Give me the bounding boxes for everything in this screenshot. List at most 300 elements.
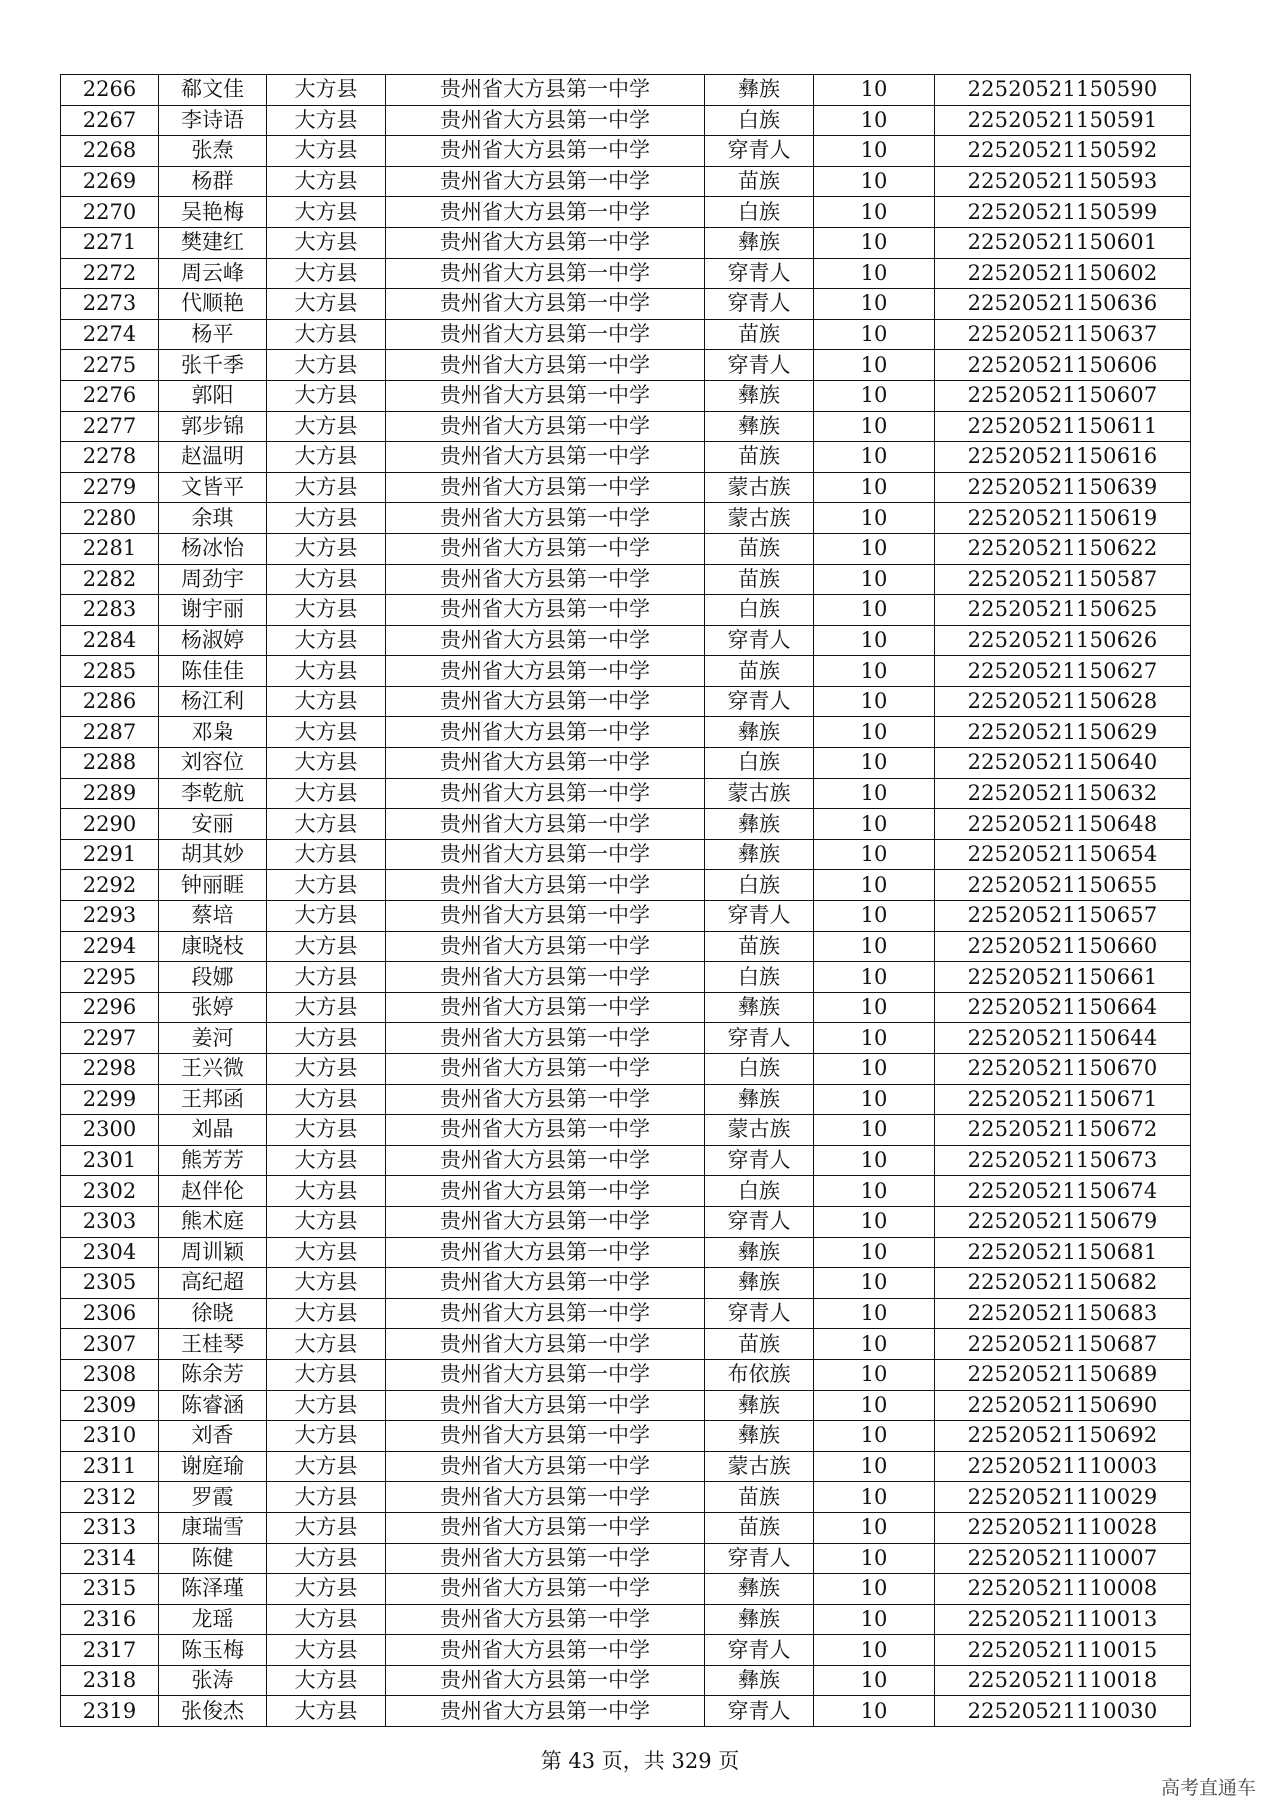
school-cell: 贵州省大方县第一中学 xyxy=(386,717,705,748)
county-cell: 大方县 xyxy=(267,105,386,136)
school-cell: 贵州省大方县第一中学 xyxy=(386,962,705,993)
ethnicity-cell: 彝族 xyxy=(705,1237,814,1268)
row-number-cell: 2278 xyxy=(61,442,159,473)
ethnicity-cell: 彝族 xyxy=(705,1574,814,1605)
ethnicity-cell: 穿青人 xyxy=(705,1696,814,1727)
row-number-cell: 2276 xyxy=(61,380,159,411)
registration-number-cell: 22520521150622 xyxy=(935,533,1191,564)
ethnicity-cell: 彝族 xyxy=(705,1268,814,1299)
school-cell: 贵州省大方县第一中学 xyxy=(386,1635,705,1666)
table-row xyxy=(61,992,1191,1023)
school-cell: 贵州省大方县第一中学 xyxy=(386,931,705,962)
school-cell: 贵州省大方县第一中学 xyxy=(386,1359,705,1390)
student-name-cell: 张婷 xyxy=(159,992,267,1023)
ethnicity-cell: 白族 xyxy=(705,197,814,228)
ethnicity-cell: 蒙古族 xyxy=(705,472,814,503)
ethnicity-cell: 彝族 xyxy=(705,1665,814,1696)
page-number-footer: 第 43 页，共 329 页 xyxy=(540,1749,740,1773)
county-cell: 大方县 xyxy=(267,197,386,228)
student-name-cell: 王桂琴 xyxy=(159,1329,267,1360)
student-name-cell: 蔡培 xyxy=(159,901,267,932)
student-name-cell: 郭阳 xyxy=(159,380,267,411)
school-cell: 贵州省大方县第一中学 xyxy=(386,1176,705,1207)
school-cell: 贵州省大方县第一中学 xyxy=(386,1115,705,1146)
ethnicity-cell: 白族 xyxy=(705,870,814,901)
student-name-cell: 王邦函 xyxy=(159,1084,267,1115)
registration-number-cell: 22520521150602 xyxy=(935,258,1191,289)
score-cell: 10 xyxy=(814,1390,935,1421)
table-row xyxy=(61,595,1191,626)
score-cell: 10 xyxy=(814,595,935,626)
table-row xyxy=(61,809,1191,840)
school-cell: 贵州省大方县第一中学 xyxy=(386,350,705,381)
row-number-cell: 2266 xyxy=(61,75,159,106)
student-name-cell: 刘容位 xyxy=(159,748,267,779)
row-number-cell: 2285 xyxy=(61,656,159,687)
school-cell: 贵州省大方县第一中学 xyxy=(386,625,705,656)
registration-number-cell: 22520521150674 xyxy=(935,1176,1191,1207)
table-row xyxy=(61,1298,1191,1329)
student-name-cell: 张焘 xyxy=(159,136,267,167)
row-number-cell: 2301 xyxy=(61,1145,159,1176)
ethnicity-cell: 苗族 xyxy=(705,166,814,197)
score-cell: 10 xyxy=(814,870,935,901)
score-cell: 10 xyxy=(814,656,935,687)
student-name-cell: 罗霞 xyxy=(159,1482,267,1513)
table-row xyxy=(61,1543,1191,1574)
county-cell: 大方县 xyxy=(267,1696,386,1727)
table-row xyxy=(61,1574,1191,1605)
row-number-cell: 2291 xyxy=(61,839,159,870)
registration-number-cell: 22520521150625 xyxy=(935,595,1191,626)
ethnicity-cell: 穿青人 xyxy=(705,901,814,932)
row-number-cell: 2292 xyxy=(61,870,159,901)
row-number-cell: 2300 xyxy=(61,1115,159,1146)
table-row xyxy=(61,1451,1191,1482)
county-cell: 大方县 xyxy=(267,1054,386,1085)
row-number-cell: 2309 xyxy=(61,1390,159,1421)
registration-number-cell: 22520521110008 xyxy=(935,1574,1191,1605)
table-row xyxy=(61,75,1191,106)
row-number-cell: 2304 xyxy=(61,1237,159,1268)
ethnicity-cell: 蒙古族 xyxy=(705,1115,814,1146)
ethnicity-cell: 苗族 xyxy=(705,1482,814,1513)
row-number-cell: 2307 xyxy=(61,1329,159,1360)
registration-number-cell: 22520521150593 xyxy=(935,166,1191,197)
row-number-cell: 2286 xyxy=(61,686,159,717)
student-name-cell: 刘晶 xyxy=(159,1115,267,1146)
score-cell: 10 xyxy=(814,717,935,748)
ethnicity-cell: 穿青人 xyxy=(705,258,814,289)
student-name-cell: 康晓枝 xyxy=(159,931,267,962)
table-row xyxy=(61,1665,1191,1696)
student-name-cell: 陈泽瑾 xyxy=(159,1574,267,1605)
ethnicity-cell: 苗族 xyxy=(705,564,814,595)
registration-number-cell: 22520521150692 xyxy=(935,1421,1191,1452)
school-cell: 贵州省大方县第一中学 xyxy=(386,136,705,167)
table-row xyxy=(61,105,1191,136)
row-number-cell: 2303 xyxy=(61,1206,159,1237)
table-row xyxy=(61,778,1191,809)
row-number-cell: 2306 xyxy=(61,1298,159,1329)
school-cell: 贵州省大方县第一中学 xyxy=(386,778,705,809)
registration-number-cell: 22520521150640 xyxy=(935,748,1191,779)
ethnicity-cell: 苗族 xyxy=(705,931,814,962)
row-number-cell: 2283 xyxy=(61,595,159,626)
row-number-cell: 2289 xyxy=(61,778,159,809)
row-number-cell: 2319 xyxy=(61,1696,159,1727)
county-cell: 大方县 xyxy=(267,1665,386,1696)
registration-number-cell: 22520521150682 xyxy=(935,1268,1191,1299)
school-cell: 贵州省大方县第一中学 xyxy=(386,1543,705,1574)
table-row xyxy=(61,472,1191,503)
table-row xyxy=(61,656,1191,687)
school-cell: 贵州省大方县第一中学 xyxy=(386,1298,705,1329)
table-row xyxy=(61,258,1191,289)
county-cell: 大方县 xyxy=(267,1421,386,1452)
row-number-cell: 2271 xyxy=(61,227,159,258)
county-cell: 大方县 xyxy=(267,1604,386,1635)
school-cell: 贵州省大方县第一中学 xyxy=(386,1329,705,1360)
school-cell: 贵州省大方县第一中学 xyxy=(386,1512,705,1543)
registration-number-cell: 22520521150664 xyxy=(935,992,1191,1023)
registration-number-cell: 22520521150672 xyxy=(935,1115,1191,1146)
county-cell: 大方县 xyxy=(267,442,386,473)
table-row xyxy=(61,1604,1191,1635)
score-cell: 10 xyxy=(814,1054,935,1085)
row-number-cell: 2280 xyxy=(61,503,159,534)
table-row xyxy=(61,289,1191,320)
county-cell: 大方县 xyxy=(267,1512,386,1543)
county-cell: 大方县 xyxy=(267,1390,386,1421)
row-number-cell: 2295 xyxy=(61,962,159,993)
table-row xyxy=(61,1268,1191,1299)
registration-number-cell: 22520521150671 xyxy=(935,1084,1191,1115)
county-cell: 大方县 xyxy=(267,686,386,717)
county-cell: 大方县 xyxy=(267,1237,386,1268)
county-cell: 大方县 xyxy=(267,1206,386,1237)
ethnicity-cell: 穿青人 xyxy=(705,289,814,320)
ethnicity-cell: 苗族 xyxy=(705,1329,814,1360)
school-cell: 贵州省大方县第一中学 xyxy=(386,1145,705,1176)
school-cell: 贵州省大方县第一中学 xyxy=(386,442,705,473)
row-number-cell: 2305 xyxy=(61,1268,159,1299)
row-number-cell: 2310 xyxy=(61,1421,159,1452)
row-number-cell: 2316 xyxy=(61,1604,159,1635)
registration-number-cell: 22520521150592 xyxy=(935,136,1191,167)
county-cell: 大方县 xyxy=(267,962,386,993)
score-cell: 10 xyxy=(814,136,935,167)
county-cell: 大方县 xyxy=(267,656,386,687)
row-number-cell: 2272 xyxy=(61,258,159,289)
school-cell: 贵州省大方县第一中学 xyxy=(386,197,705,228)
table-row xyxy=(61,1512,1191,1543)
ethnicity-cell: 蒙古族 xyxy=(705,1451,814,1482)
table-row xyxy=(61,1696,1191,1727)
registration-number-cell: 22520521150657 xyxy=(935,901,1191,932)
registration-number-cell: 22520521150601 xyxy=(935,227,1191,258)
student-name-cell: 赵伴伦 xyxy=(159,1176,267,1207)
registration-number-cell: 22520521150679 xyxy=(935,1206,1191,1237)
registration-number-cell: 22520521110003 xyxy=(935,1451,1191,1482)
score-cell: 10 xyxy=(814,472,935,503)
county-cell: 大方县 xyxy=(267,992,386,1023)
row-number-cell: 2317 xyxy=(61,1635,159,1666)
score-cell: 10 xyxy=(814,380,935,411)
table-row xyxy=(61,1329,1191,1360)
score-cell: 10 xyxy=(814,839,935,870)
school-cell: 贵州省大方县第一中学 xyxy=(386,1665,705,1696)
table-row xyxy=(61,870,1191,901)
registration-number-cell: 22520521150690 xyxy=(935,1390,1191,1421)
school-cell: 贵州省大方县第一中学 xyxy=(386,809,705,840)
ethnicity-cell: 彝族 xyxy=(705,717,814,748)
county-cell: 大方县 xyxy=(267,411,386,442)
score-cell: 10 xyxy=(814,258,935,289)
school-cell: 贵州省大方县第一中学 xyxy=(386,1482,705,1513)
ethnicity-cell: 穿青人 xyxy=(705,1206,814,1237)
registration-number-cell: 22520521150629 xyxy=(935,717,1191,748)
student-name-cell: 代顺艳 xyxy=(159,289,267,320)
student-name-cell: 陈睿涵 xyxy=(159,1390,267,1421)
school-cell: 贵州省大方县第一中学 xyxy=(386,992,705,1023)
score-cell: 10 xyxy=(814,1421,935,1452)
county-cell: 大方县 xyxy=(267,748,386,779)
school-cell: 贵州省大方县第一中学 xyxy=(386,289,705,320)
student-name-cell: 文皆平 xyxy=(159,472,267,503)
county-cell: 大方县 xyxy=(267,901,386,932)
county-cell: 大方县 xyxy=(267,595,386,626)
score-cell: 10 xyxy=(814,1023,935,1054)
county-cell: 大方县 xyxy=(267,1268,386,1299)
student-name-cell: 钟丽睚 xyxy=(159,870,267,901)
row-number-cell: 2277 xyxy=(61,411,159,442)
ethnicity-cell: 白族 xyxy=(705,105,814,136)
table-row xyxy=(61,1390,1191,1421)
table-row xyxy=(61,717,1191,748)
ethnicity-cell: 彝族 xyxy=(705,227,814,258)
score-cell: 10 xyxy=(814,411,935,442)
score-cell: 10 xyxy=(814,778,935,809)
row-number-cell: 2267 xyxy=(61,105,159,136)
registration-number-cell: 22520521150689 xyxy=(935,1359,1191,1390)
ethnicity-cell: 穿青人 xyxy=(705,350,814,381)
registration-number-cell: 22520521150654 xyxy=(935,839,1191,870)
county-cell: 大方县 xyxy=(267,717,386,748)
student-name-cell: 姜河 xyxy=(159,1023,267,1054)
county-cell: 大方县 xyxy=(267,472,386,503)
ethnicity-cell: 布依族 xyxy=(705,1359,814,1390)
county-cell: 大方县 xyxy=(267,166,386,197)
ethnicity-cell: 彝族 xyxy=(705,380,814,411)
school-cell: 贵州省大方县第一中学 xyxy=(386,839,705,870)
score-cell: 10 xyxy=(814,1604,935,1635)
school-cell: 贵州省大方县第一中学 xyxy=(386,1696,705,1727)
county-cell: 大方县 xyxy=(267,625,386,656)
county-cell: 大方县 xyxy=(267,1329,386,1360)
score-cell: 10 xyxy=(814,931,935,962)
row-number-cell: 2315 xyxy=(61,1574,159,1605)
ethnicity-cell: 穿青人 xyxy=(705,686,814,717)
score-cell: 10 xyxy=(814,105,935,136)
score-cell: 10 xyxy=(814,564,935,595)
ethnicity-cell: 白族 xyxy=(705,595,814,626)
student-name-cell: 郭步锦 xyxy=(159,411,267,442)
score-cell: 10 xyxy=(814,1115,935,1146)
county-cell: 大方县 xyxy=(267,870,386,901)
student-name-cell: 熊芳芳 xyxy=(159,1145,267,1176)
county-cell: 大方县 xyxy=(267,1359,386,1390)
student-name-cell: 赵温明 xyxy=(159,442,267,473)
table-row xyxy=(61,901,1191,932)
school-cell: 贵州省大方县第一中学 xyxy=(386,1054,705,1085)
row-number-cell: 2273 xyxy=(61,289,159,320)
ethnicity-cell: 彝族 xyxy=(705,809,814,840)
table-row xyxy=(61,1054,1191,1085)
registration-number-cell: 22520521150681 xyxy=(935,1237,1191,1268)
ethnicity-cell: 苗族 xyxy=(705,656,814,687)
table-row xyxy=(61,962,1191,993)
table-row xyxy=(61,319,1191,350)
student-name-cell: 樊建红 xyxy=(159,227,267,258)
row-number-cell: 2275 xyxy=(61,350,159,381)
student-name-cell: 陈佳佳 xyxy=(159,656,267,687)
student-name-cell: 高纪超 xyxy=(159,1268,267,1299)
county-cell: 大方县 xyxy=(267,1145,386,1176)
school-cell: 贵州省大方县第一中学 xyxy=(386,870,705,901)
score-cell: 10 xyxy=(814,1145,935,1176)
registration-number-cell: 22520521150644 xyxy=(935,1023,1191,1054)
ethnicity-cell: 彝族 xyxy=(705,839,814,870)
school-cell: 贵州省大方县第一中学 xyxy=(386,748,705,779)
score-cell: 10 xyxy=(814,289,935,320)
registration-number-cell: 22520521150636 xyxy=(935,289,1191,320)
registration-number-cell: 22520521110007 xyxy=(935,1543,1191,1574)
student-name-cell: 周劲宇 xyxy=(159,564,267,595)
registration-number-cell: 22520521150619 xyxy=(935,503,1191,534)
table-row xyxy=(61,533,1191,564)
student-name-cell: 周训颖 xyxy=(159,1237,267,1268)
student-name-cell: 邓枭 xyxy=(159,717,267,748)
row-number-cell: 2318 xyxy=(61,1665,159,1696)
registration-number-cell: 22520521150639 xyxy=(935,472,1191,503)
row-number-cell: 2288 xyxy=(61,748,159,779)
score-cell: 10 xyxy=(814,1206,935,1237)
county-cell: 大方县 xyxy=(267,778,386,809)
ethnicity-cell: 蒙古族 xyxy=(705,778,814,809)
county-cell: 大方县 xyxy=(267,1023,386,1054)
table-row xyxy=(61,503,1191,534)
score-cell: 10 xyxy=(814,625,935,656)
row-number-cell: 2313 xyxy=(61,1512,159,1543)
county-cell: 大方县 xyxy=(267,1451,386,1482)
table-row xyxy=(61,380,1191,411)
school-cell: 贵州省大方县第一中学 xyxy=(386,564,705,595)
score-cell: 10 xyxy=(814,1482,935,1513)
score-cell: 10 xyxy=(814,901,935,932)
registration-number-cell: 22520521150590 xyxy=(935,75,1191,106)
school-cell: 贵州省大方县第一中学 xyxy=(386,227,705,258)
table-row xyxy=(61,931,1191,962)
table-row xyxy=(61,197,1191,228)
registration-number-cell: 22520521150627 xyxy=(935,656,1191,687)
registration-number-cell: 22520521110013 xyxy=(935,1604,1191,1635)
registration-number-cell: 22520521110030 xyxy=(935,1696,1191,1727)
school-cell: 贵州省大方县第一中学 xyxy=(386,1604,705,1635)
table-row xyxy=(61,411,1191,442)
county-cell: 大方县 xyxy=(267,564,386,595)
student-name-cell: 安丽 xyxy=(159,809,267,840)
school-cell: 贵州省大方县第一中学 xyxy=(386,1451,705,1482)
registration-number-cell: 22520521150670 xyxy=(935,1054,1191,1085)
row-number-cell: 2311 xyxy=(61,1451,159,1482)
student-name-cell: 陈健 xyxy=(159,1543,267,1574)
county-cell: 大方县 xyxy=(267,319,386,350)
registration-number-cell: 22520521110028 xyxy=(935,1512,1191,1543)
school-cell: 贵州省大方县第一中学 xyxy=(386,901,705,932)
student-name-cell: 张千季 xyxy=(159,350,267,381)
county-cell: 大方县 xyxy=(267,1298,386,1329)
registration-number-cell: 22520521150673 xyxy=(935,1145,1191,1176)
ethnicity-cell: 苗族 xyxy=(705,442,814,473)
table-row xyxy=(61,1359,1191,1390)
score-cell: 10 xyxy=(814,962,935,993)
ethnicity-cell: 彝族 xyxy=(705,411,814,442)
student-name-cell: 郗文佳 xyxy=(159,75,267,106)
table-row xyxy=(61,350,1191,381)
registration-number-cell: 22520521150687 xyxy=(935,1329,1191,1360)
table-row xyxy=(61,1023,1191,1054)
table-row xyxy=(61,686,1191,717)
county-cell: 大方县 xyxy=(267,350,386,381)
county-cell: 大方县 xyxy=(267,227,386,258)
ethnicity-cell: 蒙古族 xyxy=(705,503,814,534)
roster-table-body xyxy=(61,75,1191,1727)
ethnicity-cell: 彝族 xyxy=(705,992,814,1023)
county-cell: 大方县 xyxy=(267,1543,386,1574)
registration-number-cell: 22520521150637 xyxy=(935,319,1191,350)
county-cell: 大方县 xyxy=(267,1635,386,1666)
county-cell: 大方县 xyxy=(267,258,386,289)
row-number-cell: 2281 xyxy=(61,533,159,564)
county-cell: 大方县 xyxy=(267,1084,386,1115)
score-cell: 10 xyxy=(814,1268,935,1299)
county-cell: 大方县 xyxy=(267,533,386,564)
school-cell: 贵州省大方县第一中学 xyxy=(386,1421,705,1452)
registration-number-cell: 22520521150611 xyxy=(935,411,1191,442)
watermark-text: 高考直通车 xyxy=(1160,1777,1256,1799)
ethnicity-cell: 彝族 xyxy=(705,1604,814,1635)
registration-number-cell: 22520521150591 xyxy=(935,105,1191,136)
row-number-cell: 2279 xyxy=(61,472,159,503)
table-row xyxy=(61,1421,1191,1452)
school-cell: 贵州省大方县第一中学 xyxy=(386,75,705,106)
score-cell: 10 xyxy=(814,1512,935,1543)
school-cell: 贵州省大方县第一中学 xyxy=(386,533,705,564)
ethnicity-cell: 白族 xyxy=(705,1054,814,1085)
student-name-cell: 谢宇丽 xyxy=(159,595,267,626)
score-cell: 10 xyxy=(814,1665,935,1696)
score-cell: 10 xyxy=(814,1696,935,1727)
score-cell: 10 xyxy=(814,1237,935,1268)
ethnicity-cell: 白族 xyxy=(705,962,814,993)
school-cell: 贵州省大方县第一中学 xyxy=(386,105,705,136)
table-row xyxy=(61,1635,1191,1666)
row-number-cell: 2299 xyxy=(61,1084,159,1115)
row-number-cell: 2314 xyxy=(61,1543,159,1574)
score-cell: 10 xyxy=(814,319,935,350)
row-number-cell: 2308 xyxy=(61,1359,159,1390)
